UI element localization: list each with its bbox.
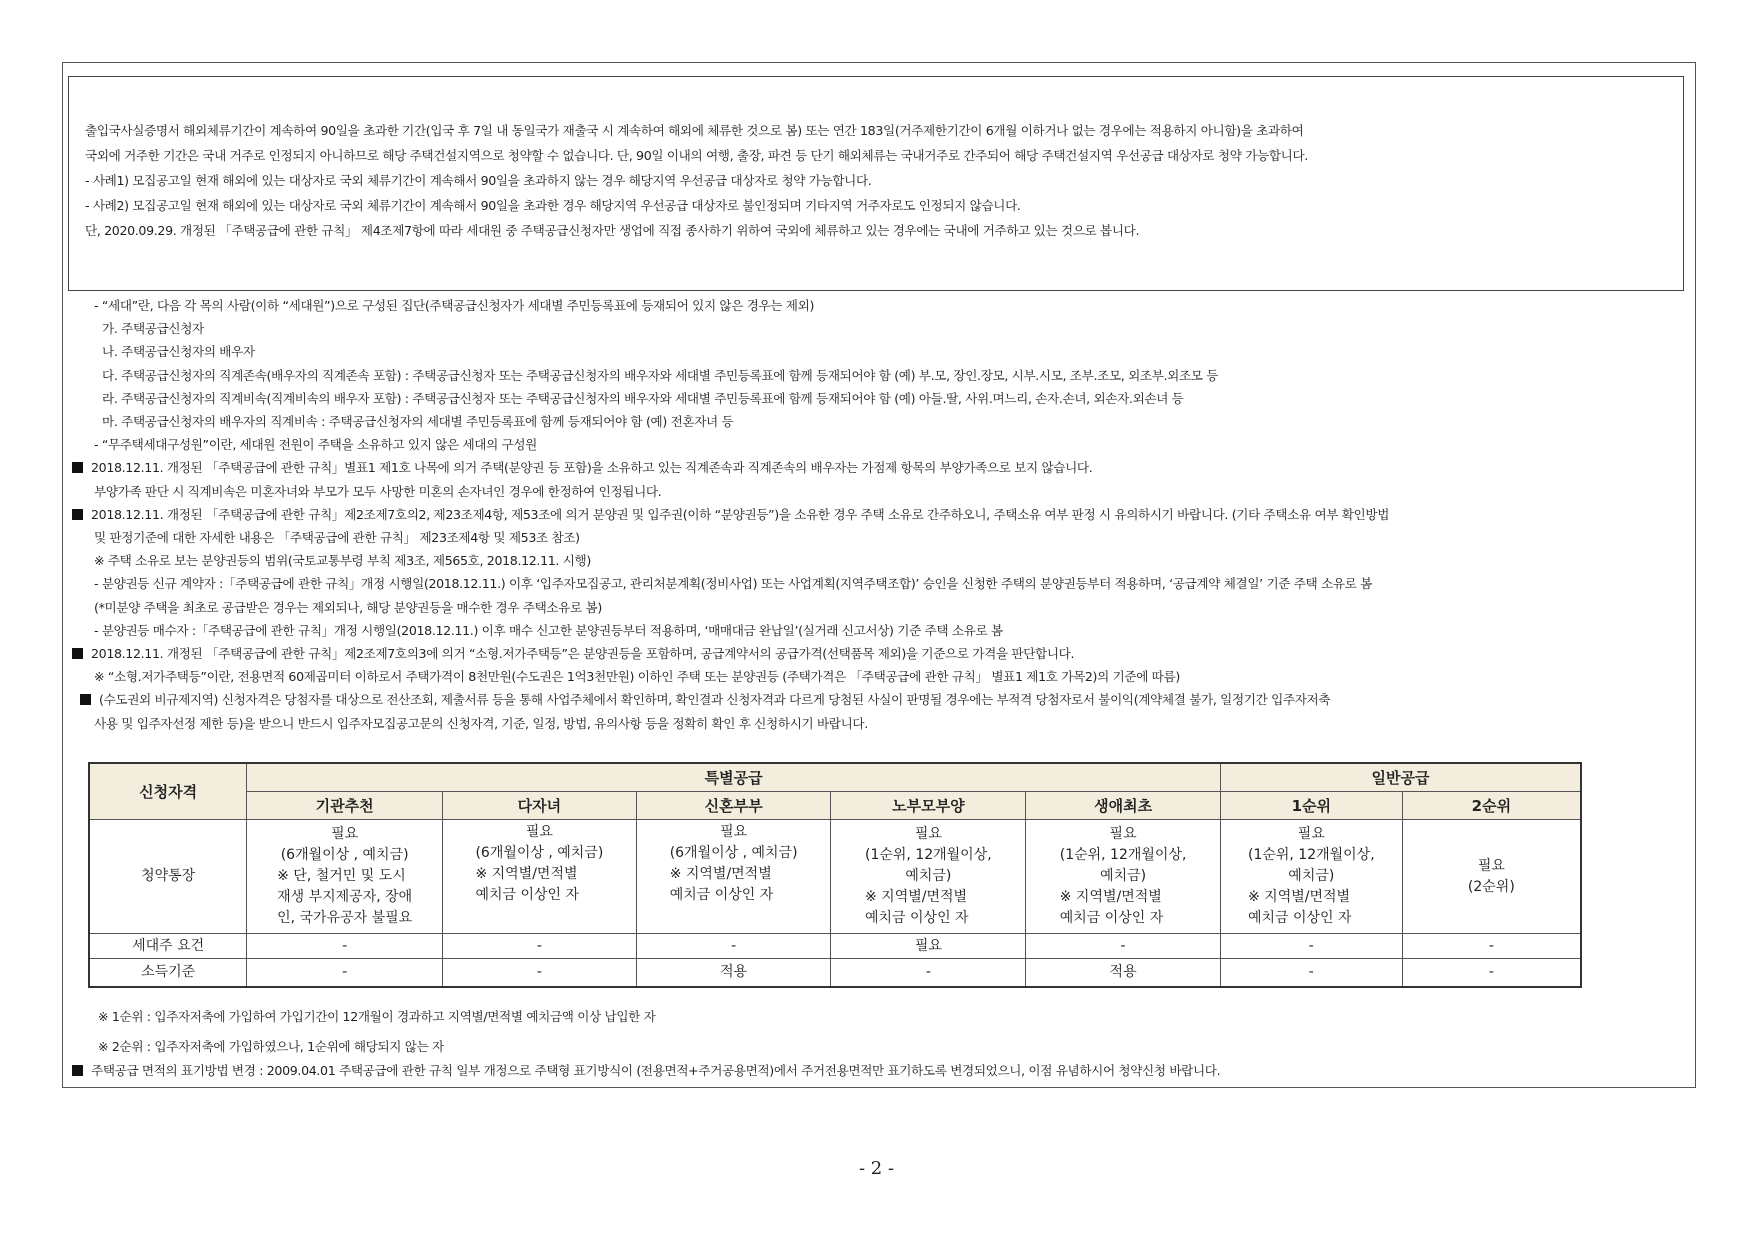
notice-continuation: 부양가족 판단 시 직계비속은 미혼자녀와 부모가 모두 사망한 미혼의 손자녀인 경우에 한정하여 인정됩니다. — [94, 483, 662, 499]
area-notation-notice: 주택공급 면적의 표기방법 변경 : 2009.04.01 주택공급에 관한 규칙 일부 개정으로 주택형 표기방식이 (전용면적+주거공용면적)에서 주거전용면적만 표기하도록 변경되었으니, 이점 유념하시어 청약신청 바랍니다. — [72, 1060, 1692, 1079]
notice-item: 2018.12.11. 개정된 「주택공급에 관한 규칙」제2조제7호의3에 의거 “소형.저가주택등”은 분양권등을 포함하며, 공급계약서의 공급가격(선택품목 제외)을 기준으로 가격을 판단합니다. — [72, 642, 1692, 665]
note-line: 단, 2020.09.29. 개정된 「주택공급에 관한 규칙」 제4조제7항에 따라 세대원 중 주택공급신청자만 생업에 직접 종사하기 위하여 국외에 체류하고 있는 경우에는 국내에 거주하고 있는 것으로 봅니다. — [85, 223, 1140, 238]
footnote-second-rank: ※ 2순위 : 입주자저축에 가입하였으나, 1순위에 해당되지 않는 자 — [98, 1039, 444, 1054]
col-header: 기관추천 — [247, 792, 443, 820]
note-line: 국외에 거주한 기간은 국내 거주로 인정되지 아니하므로 해당 주택건설지역으로 청약할 수 없습니다. 단, 90일 이내의 여행, 출장, 파견 등 단기 해외체류는 국내거주로 간주되어 해당 주택건설지역 우선공급 대상자로 청약 가능합니다. — [85, 148, 1308, 163]
page-number: - 2 - — [858, 1158, 895, 1179]
table-cell: - — [443, 959, 637, 987]
household-item: 가. 주택공급신청자 — [102, 321, 204, 337]
notice-item: 2018.12.11. 개정된 「주택공급에 관한 규칙」별표1 제1호 나목에 의거 주택(분양권 등 포함)을 소유하고 있는 직계존속과 직계존속의 배우자는 가점제 항목의 부양가족으로 보지 않습니다. — [72, 456, 1692, 479]
table-cell: 필요 — [831, 934, 1026, 959]
row-label: 세대주 요건 — [89, 934, 247, 959]
table-cell: 필요 (1순위, 12개월이상, 예치금) ※ 지역별/면적별 예치금 이상인 자 — [1220, 820, 1402, 934]
table-cell: - — [247, 959, 443, 987]
homeless-household-definition: - “무주택세대구성원”이란, 세대원 전원이 주택을 소유하고 있지 않은 세대의 구성원 — [94, 437, 537, 453]
table-cell: - — [443, 934, 637, 959]
table-cell: 필요 (1순위, 12개월이상, 예치금) ※ 지역별/면적별 예치금 이상인 자 — [1026, 820, 1221, 934]
footnote-first-rank: ※ 1순위 : 입주자저축에 가입하여 가입기간이 12개월이 경과하고 지역별/면적별 예치금액 이상 납입한 자 — [98, 1009, 656, 1024]
note-line: - 사례2) 모집공고일 현재 해외에 있는 대상자로 국외 체류기간이 계속해서 90일을 초과한 경우 해당지역 우선공급 대상자로 불인정되며 기타지역 거주자로도 인정되지 않습니다. — [85, 198, 1021, 213]
table-cell: 필요 (6개월이상 , 예치금) ※ 지역별/면적별 예치금 이상인 자 — [636, 820, 831, 934]
table-cell: - — [1402, 934, 1581, 959]
household-definition: - “세대”란, 다음 각 목의 사람(이하 “세대원”)으로 구성된 집단(주택공급신청자가 세대별 주민등록표에 등재되어 있지 않은 경우는 제외) — [94, 298, 815, 313]
col-header: 2순위 — [1402, 792, 1581, 820]
household-item: 다. 주택공급신청자의 직계존속(배우자의 직계존속 포함) : 주택공급신청자 또는 주택공급신청자의 배우자와 세대별 주민등록표에 함께 등재되어야 함 (예) 부.모, 장인.장모, 시부.시모, 조부.조모, 외조부.외조모 등 — [102, 367, 1219, 383]
household-item: 마. 주택공급신청자의 배우자의 직계비속 : 주택공급신청자의 세대별 주민등록표에 함께 등재되어야 함 (예) 전혼자녀 등 — [102, 414, 734, 430]
table-subheader-row — [89, 792, 1581, 820]
table-row — [89, 934, 1581, 959]
table-cell: - — [1220, 934, 1402, 959]
col-header: 다자녀 — [443, 792, 637, 820]
table-header-row — [89, 763, 1581, 792]
overseas-residence-note-box — [68, 76, 1684, 291]
table-cell: - — [1402, 959, 1581, 987]
household-item: 라. 주택공급신청자의 직계비속(직계비속의 배우자 포함) : 주택공급신청자 또는 주택공급신청자의 배우자와 세대별 주민등록표에 함께 등재되어야 함 (예) 아들.딸, 사위.며느리, 손자.손녀, 외손자.외손녀 등 — [102, 390, 1184, 406]
table-cell: - — [636, 934, 831, 959]
square-bullet-icon — [72, 1065, 83, 1076]
col-header: 생애최초 — [1026, 792, 1221, 820]
notice-subnote: ※ “소형.저가주택등”이란, 전용면적 60제곱미터 이하로서 주택가격이 8천만원(수도권은 1억3천만원) 이하인 주택 또는 분양권등 (주택가격은 「주택공급에 관한 규칙」 별표1 제1호 가목2)의 기준에 따름) — [94, 669, 1180, 685]
notice-subnote: - 분양권등 신규 계약자 :「주택공급에 관한 규칙」개정 시행일(2018.12.11.) 이후 ‘입주자모집공고, 관리처분계획(정비사업) 또는 사업계획(지역주택조합)’ 승인을 신청한 주택의 분양권등부터 적용하며, ‘공급계약 체결일’ 기준 주택 소유로 봄 — [94, 576, 1372, 592]
square-bullet-icon — [72, 648, 83, 659]
table-cell: 필요 (2순위) — [1402, 820, 1581, 934]
notice-continuation: 및 판정기준에 대한 자세한 내용은 「주택공급에 관한 규칙」 제23조제4항 및 제53조 참조) — [94, 530, 580, 546]
header-general-supply: 일반공급 — [1220, 763, 1581, 792]
notice-continuation: 사용 및 입주자선정 제한 등)을 받으니 반드시 입주자모집공고문의 신청자격, 기준, 일정, 방법, 유의사항 등을 정확히 확인 후 신청하시기 바랍니다. — [94, 715, 868, 731]
square-bullet-icon — [72, 462, 83, 473]
household-item: 나. 주택공급신청자의 배우자 — [102, 344, 255, 360]
table-row — [89, 959, 1581, 987]
header-qualification: 신청자격 — [89, 763, 247, 820]
row-label: 청약통장 — [89, 820, 247, 934]
table-cell: - — [831, 959, 1026, 987]
table-cell: 적용 — [636, 959, 831, 987]
col-header: 1순위 — [1220, 792, 1402, 820]
table-cell: 필요 (6개월이상 , 예치금) ※ 단, 철거민 및 도시 재생 부지제공자, 장애 인, 국가유공자 불필요 — [247, 820, 443, 934]
notice-subnote: (*미분양 주택을 최초로 공급받은 경우는 제외되나, 해당 분양권등을 매수한 경우 주택소유로 봄) — [94, 599, 602, 615]
body-text — [72, 294, 1692, 735]
notice-item: (수도권외 비규제지역) 신청자격은 당첨자를 대상으로 전산조회, 제출서류 등을 통해 사업주체에서 확인하며, 확인결과 신청자격과 다르게 당첨된 사실이 판명될 경우에는 부적격 당첨자로서 불이익(계약체결 불가, 일정기간 입주자저축 — [72, 688, 1692, 711]
col-header: 노부모부양 — [831, 792, 1026, 820]
note-line: - 사례1) 모집공고일 현재 해외에 있는 대상자로 국외 체류기간이 계속해서 90일을 초과하지 않는 경우 해당지역 우선공급 대상자로 청약 가능합니다. — [85, 173, 872, 188]
square-bullet-icon — [80, 694, 91, 705]
square-bullet-icon — [72, 509, 83, 520]
table-cell: 필요 (6개월이상 , 예치금) ※ 지역별/면적별 예치금 이상인 자 — [443, 820, 637, 934]
note-line: 출입국사실증명서 해외체류기간이 계속하여 90일을 초과한 기간(입국 후 7일 내 동일국가 재출국 시 계속하여 해외에 체류한 것으로 봄) 또는 연간 183일(거주제한기간이 6개월 이하거나 없는 경우에는 적용하지 아니함)을 초과하여 — [85, 123, 1304, 138]
table-row — [89, 820, 1581, 934]
table-cell: - — [247, 934, 443, 959]
header-special-supply: 특별공급 — [247, 763, 1221, 792]
qualification-table — [88, 762, 1582, 988]
col-header: 신혼부부 — [636, 792, 831, 820]
row-label: 소득기준 — [89, 959, 247, 987]
table-cell: 적용 — [1026, 959, 1221, 987]
notice-item: 2018.12.11. 개정된 「주택공급에 관한 규칙」제2조제7호의2, 제23조제4항, 제53조에 의거 분양권 및 입주권(이하 “분양권등”)을 소유한 경우 주택 소유로 간주하오니, 주택소유 여부 판정 시 유의하시기 바랍니다. (기타 주택소유 여부 확인방법 — [72, 503, 1692, 526]
table-cell: - — [1220, 959, 1402, 987]
table-cell: - — [1026, 934, 1221, 959]
notice-subnote: ※ 주택 소유로 보는 분양권등의 범위(국토교통부령 부칙 제3조, 제565호, 2018.12.11. 시행) — [94, 553, 591, 569]
table-cell: 필요 (1순위, 12개월이상, 예치금) ※ 지역별/면적별 예치금 이상인 자 — [831, 820, 1026, 934]
notice-subnote: - 분양권등 매수자 :「주택공급에 관한 규칙」개정 시행일(2018.12.11.) 이후 매수 신고한 분양권등부터 적용하며, ‘매매대금 완납일’(실거래 신고서상) 기준 주택 소유로 봄 — [94, 622, 1003, 638]
